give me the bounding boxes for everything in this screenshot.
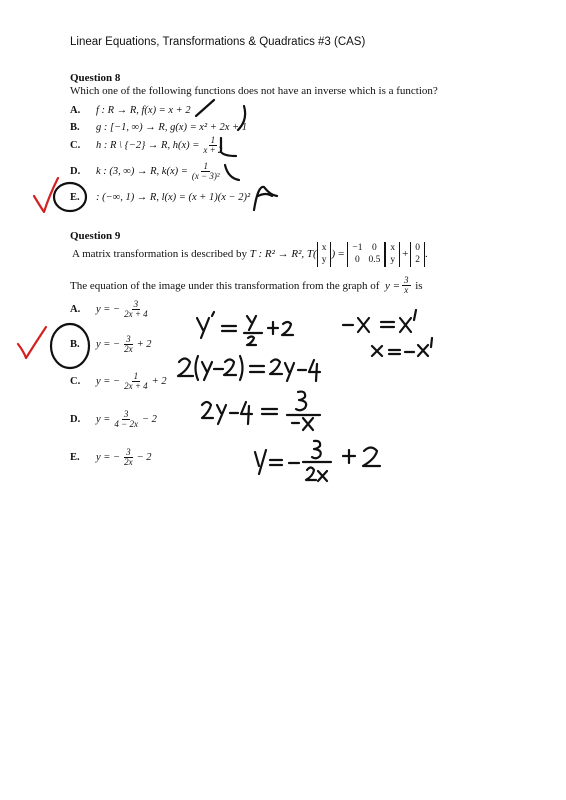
fraction-denominator: 2x + 4: [124, 381, 148, 392]
page-header: Linear Equations, Transformations & Quadratics #3 (CAS): [70, 36, 366, 48]
matrix: [347, 242, 385, 267]
option-label: A.: [70, 304, 81, 316]
vector-entry: x: [390, 243, 396, 253]
option-post: − 2: [136, 452, 152, 464]
q9-option-e: [70, 448, 152, 468]
q9-lhs-vector: ( x y ): [313, 243, 336, 265]
q9-option-c: [70, 372, 167, 392]
option-post: + 2: [136, 339, 152, 351]
fraction-numerator: 1: [210, 135, 216, 145]
fraction-denominator: x + 2: [203, 145, 223, 156]
q9-title: Question 9: [70, 230, 121, 242]
option-label: E.: [70, 452, 80, 464]
q9-line2: [70, 276, 423, 296]
fraction-denominator: 4 − 2x: [114, 419, 138, 430]
vector-entry: x: [321, 243, 327, 253]
option-pre: y = −: [96, 304, 121, 316]
q9-option-d: [70, 410, 157, 430]
option-fraction: [201, 136, 224, 156]
option-fraction: [122, 372, 150, 392]
tick-mark-q8: [34, 178, 58, 212]
fraction-denominator: 2x: [124, 457, 133, 468]
q8-option-c: [70, 136, 226, 156]
vector-entry: y: [321, 254, 327, 265]
option-fraction: [122, 300, 150, 320]
sketch-curve-d: [225, 165, 239, 180]
matrix-entry: 0: [355, 254, 360, 265]
q9-option-a: [70, 300, 152, 320]
q9-option-b: [70, 335, 152, 355]
option-text: : (−∞, 1) → R, l(x) = (x + 1)(x − 2)²: [96, 192, 251, 203]
matrix-entry: 0: [372, 243, 377, 253]
option-pre: y =: [96, 414, 111, 426]
option-label: B.: [70, 122, 80, 133]
q8-option-a: [70, 105, 191, 116]
fraction-numerator: 3: [126, 447, 131, 457]
option-fraction: [112, 410, 140, 430]
option-text: f : R → R, f(x) = x + 2: [96, 105, 191, 116]
working-line-1: [197, 312, 293, 345]
q8-option-e: [70, 192, 250, 203]
fraction-numerator: 3: [123, 409, 129, 419]
q9-line2-text: The equation of the image under this transformation from the graph of: [70, 279, 380, 292]
fraction-denominator: (x − 3)²: [191, 171, 220, 182]
tick-mark-q9: [18, 327, 46, 358]
option-pre: y = −: [96, 452, 121, 464]
q9-intro: A matrix transformation is described by: [72, 248, 248, 261]
q9-rhs-vector: [385, 242, 400, 267]
option-label: D.: [70, 414, 81, 426]
option-label: D.: [70, 166, 81, 178]
vector: [385, 242, 400, 267]
working-line-3: [202, 392, 320, 430]
vector: [317, 242, 332, 267]
q9-mapping: T : R² → R², T: [249, 248, 314, 261]
option-fraction: [122, 448, 135, 468]
q9-line2-end: is: [415, 279, 423, 292]
option-post: − 2: [141, 414, 157, 426]
vector-entry: y: [390, 254, 396, 265]
fraction-numerator: 3: [126, 334, 131, 344]
q8-option-b: [70, 122, 247, 133]
option-text: k : (3, ∞) → R, k(x) =: [96, 166, 188, 178]
option-fraction: [122, 335, 135, 355]
option-label: E.: [70, 192, 80, 203]
fraction-denominator: 2x + 4: [124, 309, 148, 320]
vector-entry: 0: [415, 243, 421, 253]
option-fraction: [190, 162, 222, 182]
option-text: h : R \ {−2} → R, h(x) =: [96, 140, 200, 152]
option-pre: y = −: [96, 339, 121, 351]
option-label: B.: [70, 339, 80, 351]
option-pre: y = −: [96, 376, 121, 388]
option-label: C.: [70, 376, 81, 388]
q8-title: Question 8: [70, 72, 121, 84]
working-side-2: [372, 338, 432, 356]
matrix-entry: −1: [352, 243, 363, 253]
sketch-cubic-e: [254, 187, 277, 210]
working-line-2: [178, 356, 320, 381]
option-post: + 2: [151, 376, 167, 388]
option-text: g : [−1, ∞) → R, g(x) = x² + 2x + 1: [96, 122, 247, 133]
vector-entry: 2: [415, 254, 421, 265]
sketch-line-a: [196, 100, 214, 116]
fraction-numerator: 3: [133, 299, 139, 309]
fraction-denominator: 2x: [124, 344, 133, 355]
fraction-numerator: 1: [203, 161, 208, 171]
q8-option-d: [70, 162, 224, 182]
option-label: C.: [70, 140, 81, 152]
matrix-entry: 0.5: [368, 254, 381, 265]
q9-matrix: [347, 242, 385, 267]
fraction-denominator: x: [404, 285, 409, 296]
q9-intro-line: A matrix transformation is described by T : R² → R², T ( x y ) = −1 0 0 0.5 x y + 0 2 .: [72, 243, 428, 265]
q9-translation: [410, 242, 425, 267]
q9-graph-fraction: [402, 276, 411, 296]
q8-text: Which one of the following functions does not have an inverse which is a function?: [70, 85, 438, 97]
option-label: A.: [70, 105, 81, 116]
working-side-1: [343, 310, 416, 332]
working-line-4: [255, 441, 380, 481]
fraction-numerator: 3: [404, 275, 409, 285]
q9-graph-lhs: y =: [384, 279, 400, 292]
fraction-numerator: 1: [133, 371, 139, 381]
vector: [410, 242, 425, 267]
